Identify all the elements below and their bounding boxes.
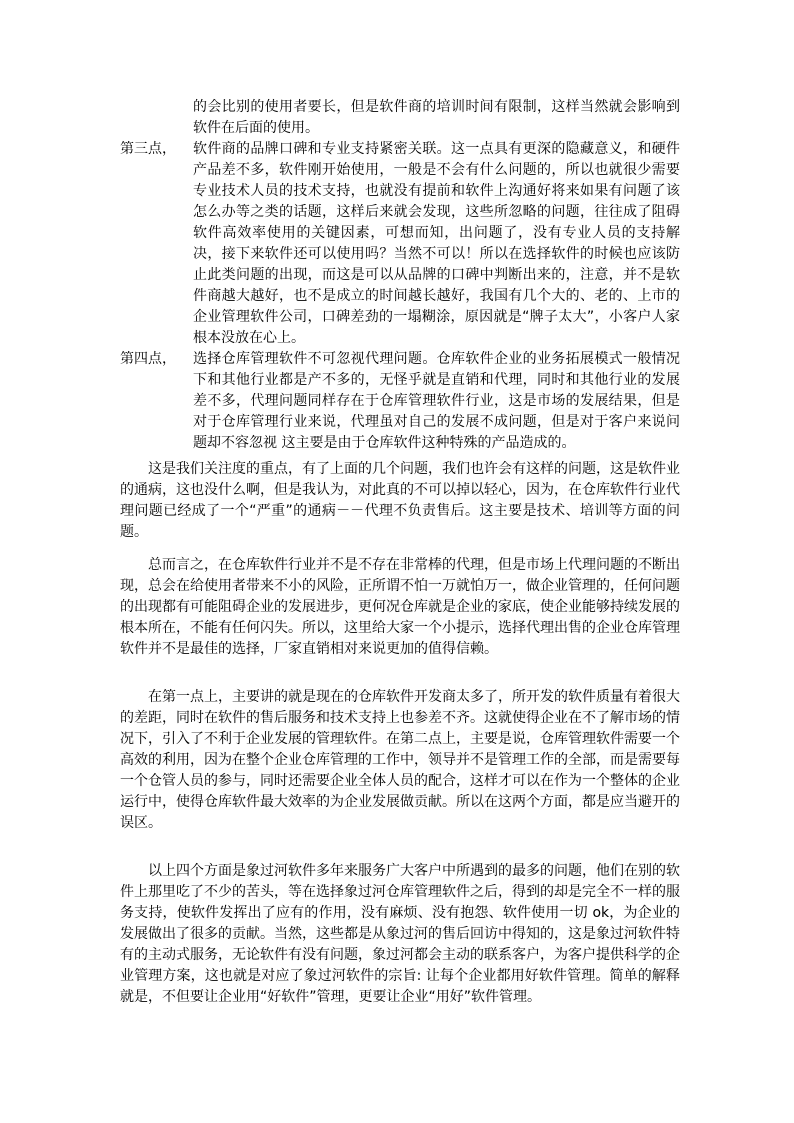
continuation-text: 的会比别的使用者要长，但是软件商的培训时间有限制，这样当然就会影响到软件在后面的使用。 [193, 99, 680, 136]
point-four [120, 349, 680, 454]
point-four-text: 选择仓库管理软件不可忽视代理问题。仓库软件企业的业务拓展模式一般情况下和其他行业都是产不多的，无怪乎就是直销和代理，同时和其他行业的发展差不多，代理问题同样存在于仓库管理软件行业，这是市场的发展结果，但是对于仓库管理行业来说，代理虽对自己的发展不成问题，但是对于客户来说问题却不容忽视 这主要是由于仓库软件这种特殊的产品造成的。 [193, 351, 680, 451]
point-three-label: 第三点， [120, 141, 176, 157]
paragraph-summary: 总而言之，在仓库软件行业并不是不存在非常棒的代理，但是市场上代理问题的不断出现，总会在给使用者带来不小的风险，正所谓不怕一万就怕万一，做企业管理的，任何问题的出现都有可能阻碍企业的发展进步，更何况仓库就是企业的家底，使企业能够持续发展的根本所在，不能有任何闪失。所以，这里给大家一个小提示，选择代理出售的企业仓库管理软件并不是最佳的选择，厂家直销相对来说更加的值得信赖。 [120, 557, 680, 657]
point-four-label: 第四点， [120, 351, 176, 367]
point-three [120, 139, 680, 349]
paragraph-conclusion: 以上四个方面是象过河软件多年来服务广大客户中所遇到的最多的问题，他们在别的软件上那里吃了不少的苦头，等在选择象过河仓库管理软件之后，得到的却是完全不一样的服务支持，使软件发挥出了应有的作用，没有麻烦、没有抱怨、软件使用一切 ok，为企业的发展做出了很多的贡献。当然，这些都是从象过河的售后回访中得知的，这是象过河软件特有的主动式服务，无论软件有没有问题，象过河都会主动的联系客户，为客户提供科学的企业管理方案，这也就是对应了象过河软件的宗旨: 让每个企业都用好软件管理。简单的解释就是，不但要让企业用“好软件”管理，更要让企业“用好”软件管理。 [120, 863, 680, 1005]
paragraph-key-focus: 这是我们关注度的重点，有了上面的几个问题，我们也许会有这样的问题，这是软件业的通病，这也没什么啊，但是我认为，对此真的不可以掉以轻心，因为，在仓库软件行业代理问题已经成了一个“严重”的通病－－代理不负责售后。这主要是技术、培训等方面的问题。 [120, 461, 680, 540]
point-three-text: 软件商的品牌口碑和专业支持紧密关联。这一点具有更深的隐藏意义，和硬件产品差不多，软件刚开始使用，一般是不会有什么问题的，所以也就很少需要专业技术人员的技术支持，也就没有提前和软件上沟通好将来如果有问题了该怎么办等之类的话题，这样后来就会发现，这些所忽略的问题，往往成了阻碍软件高效率使用的关键因素，可想而知，出问题了，没有专业人员的支持解决，接下来软件还可以使用吗？当然不可以！所以在选择软件的时候也应该防止此类问题的出现，而这是可以从品牌的口碑中判断出来的，注意，并不是软件商越大越好，也不是成立的时间越长越好，我国有几个大的、老的、上市的企业管理软件公司，口碑差劲的一塌糊涂，原因就是“牌子太大”，小客户人家根本没放在心上。 [193, 141, 680, 346]
paragraph-first-second-points: 在第一点上，主要讲的就是现在的仓库软件开发商太多了，所开发的软件质量有着很大的差距，同时在软件的售后服务和技术支持上也参差不齐。这就使得企业在不了解市场的情况下，引入了不利于企业发展的管理软件。在第二点上，主要是说，仓库管理软件需要一个高效的利用，因为在整个企业仓库管理的工作中，领导并不是管理工作的全部，而是需要每一个仓管人员的参与，同时还需要企业全体人员的配合，这样才可以在作为一个整体的企业运行中，使得仓库软件最大效率的为企业发展做贡献。所以在这两个方面，都是应当避开的误区。 [120, 689, 680, 831]
